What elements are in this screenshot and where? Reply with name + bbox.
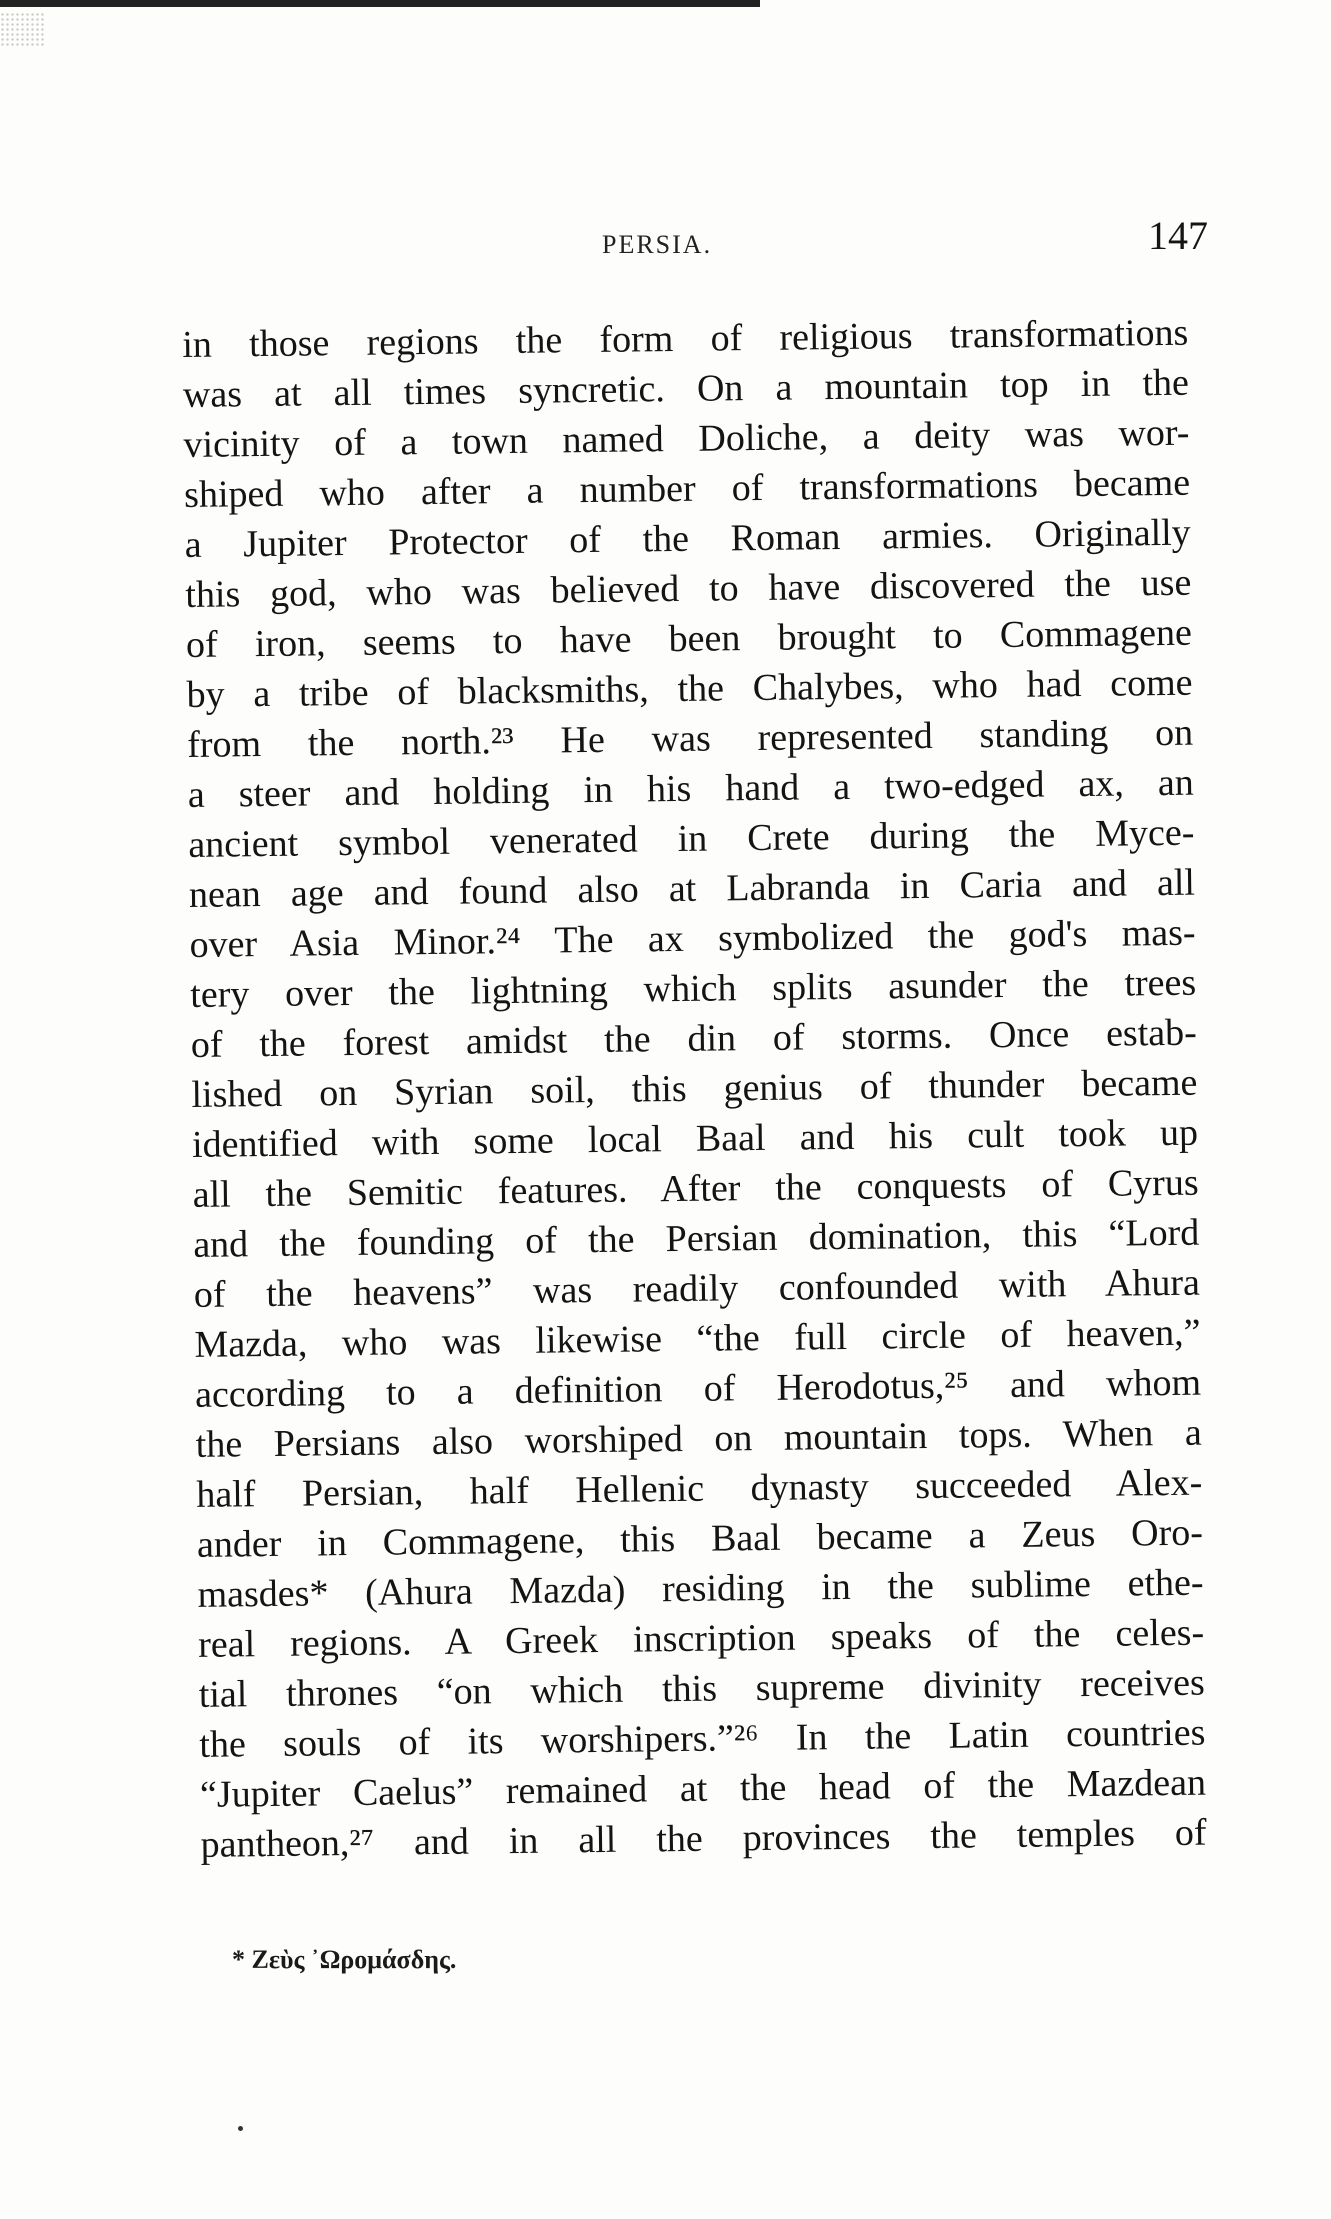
text-line: a steer and holding in his hand a two-edged ax, an	[187, 761, 1194, 816]
text-line: masdes* (Ahura Mazda) residing in the sublime ethe-	[197, 1561, 1204, 1616]
running-head: PERSIA.	[602, 230, 713, 259]
text-line: ancient symbol venerated in Crete during the Myce-	[188, 811, 1195, 866]
text-line: real regions. A Greek inscription speaks of the celes-	[197, 1611, 1205, 1666]
scan-speck	[238, 2126, 243, 2131]
text-line: lished on Syrian soil, this genius of thunder became	[191, 1061, 1198, 1116]
text-line: shiped who after a number of transformations became	[183, 461, 1191, 516]
text-line: vicinity of a town named Doliche, a deity was wor-	[183, 411, 1190, 466]
footnote: * Ζεὺς ᾿Ωρομάσδης.	[232, 1945, 457, 1974]
body-text	[182, 308, 1207, 1870]
text-line: all the Semitic features. After the conquests of Cyrus	[192, 1161, 1199, 1216]
text-line: Mazda, who was likewise “the full circle of heaven,”	[194, 1311, 1201, 1366]
text-line: the souls of its worshipers.”²⁶ In the Latin countries	[199, 1711, 1206, 1766]
text-line: and the founding of the Persian domination, this “Lord	[193, 1211, 1200, 1266]
text-line: according to a definition of Herodotus,²⁵ and whom	[194, 1361, 1202, 1416]
text-line: a Jupiter Protector of the Roman armies. Originally	[184, 511, 1191, 566]
text-line: half Persian, half Hellenic dynasty succeeded Alex-	[196, 1461, 1203, 1516]
text-line: pantheon,²⁷ and in all the provinces the temples of	[200, 1811, 1207, 1866]
text-line: tial thrones “on which this supreme divinity receives	[198, 1661, 1205, 1716]
text-line: in those regions the form of religious transformations	[182, 311, 1189, 366]
text-line: ander in Commagene, this Baal became a Zeus Oro-	[196, 1511, 1204, 1566]
text-line: identified with some local Baal and his cult took up	[191, 1111, 1199, 1166]
text-line: over Asia Minor.²⁴ The ax symbolized the god's mas-	[189, 911, 1196, 966]
scan-edge-rule	[0, 0, 760, 7]
text-line: of the forest amidst the din of storms. Once estab-	[190, 1011, 1198, 1066]
text-line: from the north.²³ He was represented standing on	[186, 711, 1194, 766]
text-line: this god, who was believed to have discovered the use	[185, 561, 1192, 616]
text-line: of the heavens” was readily confounded with Ahura	[193, 1261, 1201, 1316]
page-number: 147	[1148, 213, 1208, 258]
text-line: the Persians also worshiped on mountain tops. When a	[195, 1411, 1202, 1466]
text-line: nean age and found also at Labranda in Caria and all	[188, 861, 1196, 916]
text-line: “Jupiter Caelus” remained at the head of the Mazdean	[199, 1761, 1207, 1816]
text-line: of iron, seems to have been brought to Commagene	[185, 611, 1193, 666]
text-line: by a tribe of blacksmiths, the Chalybes, who had come	[186, 661, 1193, 716]
scan-noise	[0, 12, 46, 48]
text-line: tery over the lightning which splits asunder the trees	[189, 961, 1197, 1016]
text-line: was at all times syncretic. On a mountain top in the	[182, 361, 1190, 416]
